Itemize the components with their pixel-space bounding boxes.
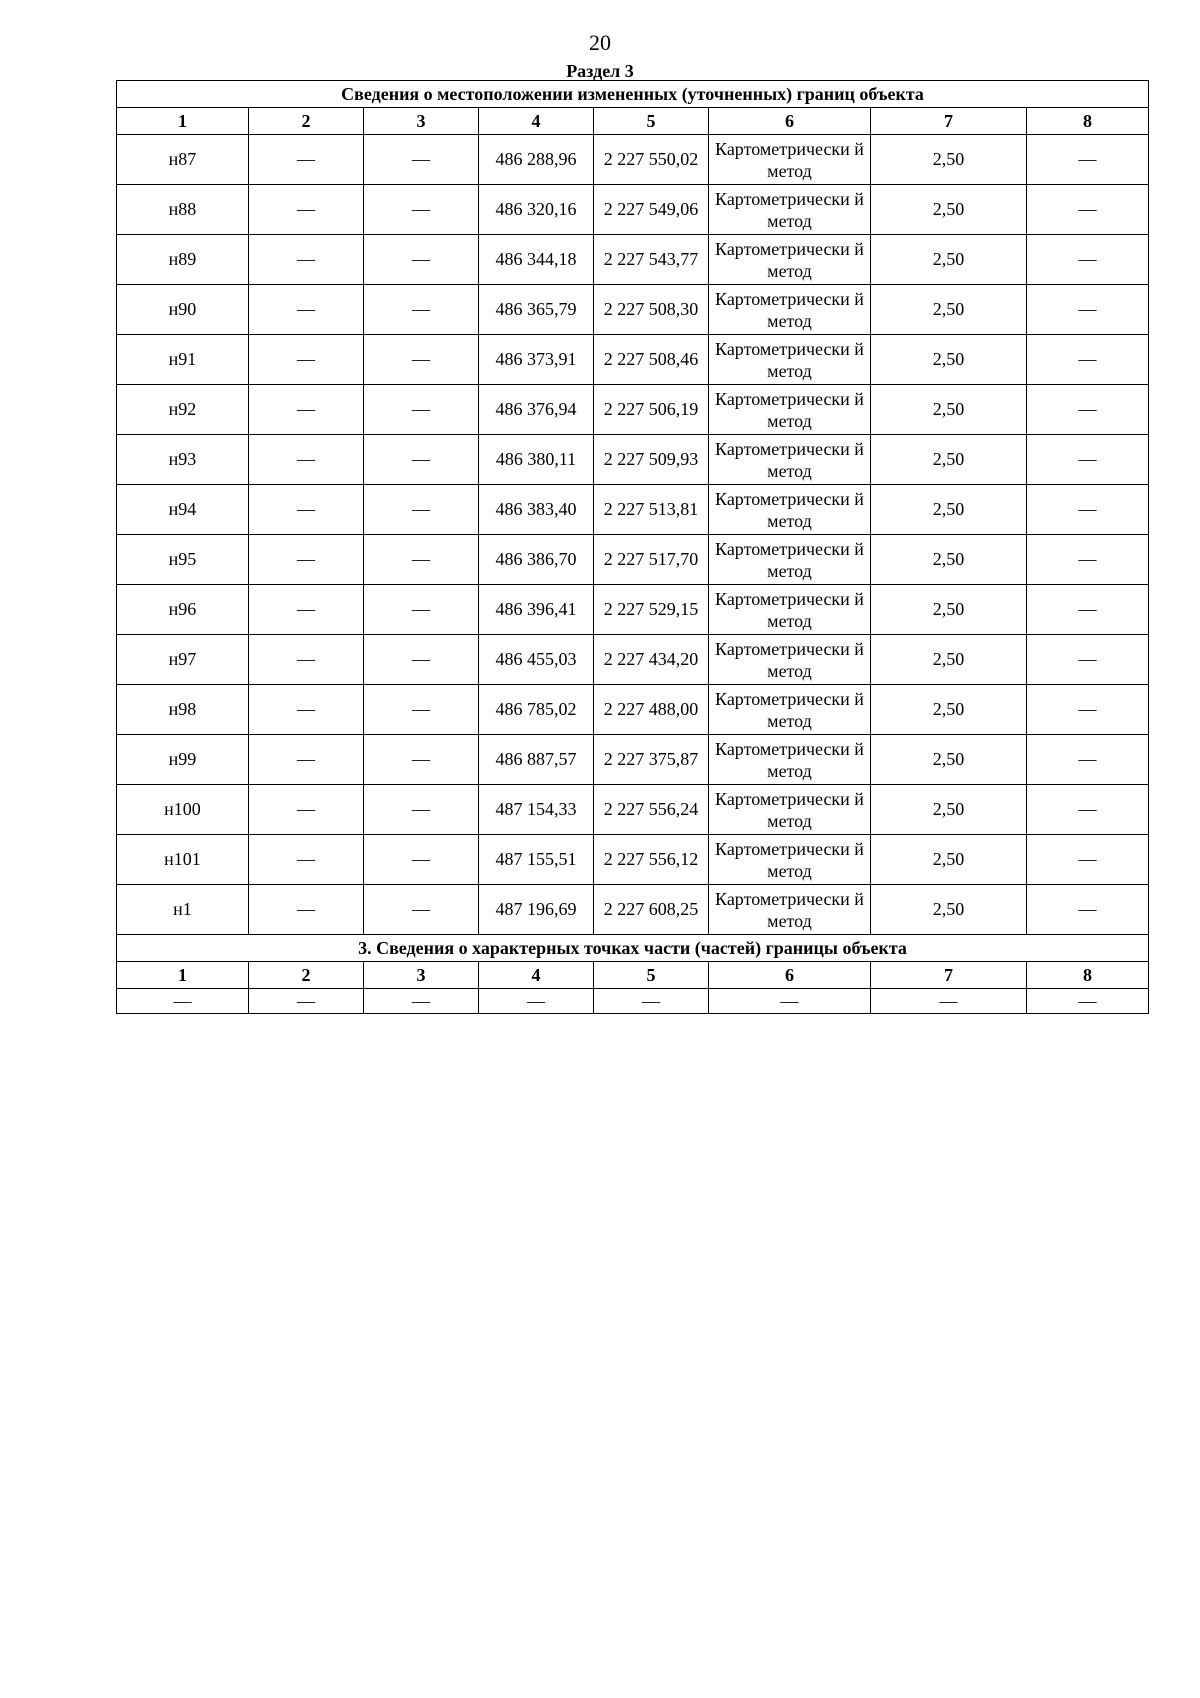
dash-cell: — [117, 989, 249, 1014]
dash-cell: — [364, 585, 479, 635]
dash-cell: — [364, 235, 479, 285]
method-cell: Картометрически й метод [709, 135, 871, 185]
dash-cell: — [1027, 385, 1149, 435]
dash-cell: — [364, 989, 479, 1014]
dash-cell: — [1027, 135, 1149, 185]
table-row [117, 485, 1149, 535]
accuracy-cell: 2,50 [871, 235, 1027, 285]
x-coordinate-cell: 486 373,91 [479, 335, 594, 385]
method-cell: Картометрически й метод [709, 435, 871, 485]
accuracy-cell: 2,50 [871, 485, 1027, 535]
x-coordinate-cell: 486 376,94 [479, 385, 594, 435]
dash-cell: — [249, 435, 364, 485]
x-coordinate-cell: 486 785,02 [479, 685, 594, 735]
table2-title-row [117, 935, 1149, 962]
dash-cell: — [364, 785, 479, 835]
column-header: 7 [871, 108, 1027, 135]
accuracy-cell: 2,50 [871, 735, 1027, 785]
dash-cell: — [1027, 535, 1149, 585]
page-number: 20 [589, 30, 611, 55]
column-header: 2 [249, 962, 364, 989]
y-coordinate-cell: 2 227 543,77 [594, 235, 709, 285]
table-row [117, 335, 1149, 385]
table-row [117, 535, 1149, 585]
accuracy-cell: 2,50 [871, 585, 1027, 635]
dash-cell: — [249, 785, 364, 835]
dash-cell: — [249, 285, 364, 335]
method-cell: Картометрически й метод [709, 885, 871, 935]
point-id-cell: н88 [117, 185, 249, 235]
point-id-cell: н95 [117, 535, 249, 585]
column-header: 6 [709, 962, 871, 989]
dash-cell: — [364, 135, 479, 185]
point-id-cell: н98 [117, 685, 249, 735]
table-row [117, 385, 1149, 435]
y-coordinate-cell: 2 227 556,12 [594, 835, 709, 885]
dash-cell: — [249, 235, 364, 285]
table1-header-row [117, 108, 1149, 135]
x-coordinate-cell: 486 288,96 [479, 135, 594, 185]
column-header: 3 [364, 962, 479, 989]
accuracy-cell: 2,50 [871, 285, 1027, 335]
dash-cell: — [364, 885, 479, 935]
dash-cell: — [249, 685, 364, 735]
y-coordinate-cell: 2 227 506,19 [594, 385, 709, 435]
x-coordinate-cell: 486 365,79 [479, 285, 594, 335]
dash-cell: — [249, 885, 364, 935]
method-cell: Картометрически й метод [709, 385, 871, 435]
column-header: 5 [594, 962, 709, 989]
dash-cell: — [249, 585, 364, 635]
dash-cell: — [1027, 735, 1149, 785]
column-header: 3 [364, 108, 479, 135]
dash-cell: — [1027, 335, 1149, 385]
x-coordinate-cell: 487 196,69 [479, 885, 594, 935]
method-cell: Картометрически й метод [709, 185, 871, 235]
dash-cell: — [479, 989, 594, 1014]
column-header: 1 [117, 108, 249, 135]
point-id-cell: н87 [117, 135, 249, 185]
table1-title: Сведения о местоположении измененных (уточненных) границ объекта [117, 81, 1149, 108]
table-row [117, 135, 1149, 185]
dash-cell: — [364, 435, 479, 485]
point-id-cell: н89 [117, 235, 249, 285]
y-coordinate-cell: 2 227 509,93 [594, 435, 709, 485]
point-id-cell: н101 [117, 835, 249, 885]
column-header: 8 [1027, 108, 1149, 135]
accuracy-cell: 2,50 [871, 535, 1027, 585]
y-coordinate-cell: 2 227 508,46 [594, 335, 709, 385]
accuracy-cell: 2,50 [871, 835, 1027, 885]
point-id-cell: н91 [117, 335, 249, 385]
table-row [117, 989, 1149, 1014]
point-id-cell: н94 [117, 485, 249, 535]
dash-cell: — [364, 335, 479, 385]
method-cell: Картометрически й метод [709, 785, 871, 835]
dash-cell: — [364, 385, 479, 435]
dash-cell: — [1027, 989, 1149, 1014]
method-cell: Картометрически й метод [709, 585, 871, 635]
table1-title-row [117, 81, 1149, 108]
method-cell: Картометрически й метод [709, 735, 871, 785]
method-cell: Картометрически й метод [709, 835, 871, 885]
method-cell: Картометрически й метод [709, 235, 871, 285]
point-id-cell: н96 [117, 585, 249, 635]
column-header: 4 [479, 108, 594, 135]
table-row [117, 785, 1149, 835]
dash-cell: — [871, 989, 1027, 1014]
accuracy-cell: 2,50 [871, 785, 1027, 835]
dash-cell: — [1027, 235, 1149, 285]
dash-cell: — [364, 535, 479, 585]
dash-cell: — [364, 835, 479, 885]
x-coordinate-cell: 486 383,40 [479, 485, 594, 535]
column-header: 7 [871, 962, 1027, 989]
table-row [117, 635, 1149, 685]
dash-cell: — [249, 535, 364, 585]
y-coordinate-cell: 2 227 549,06 [594, 185, 709, 235]
x-coordinate-cell: 486 320,16 [479, 185, 594, 235]
x-coordinate-cell: 486 386,70 [479, 535, 594, 585]
dash-cell: — [249, 485, 364, 535]
table-row [117, 235, 1149, 285]
accuracy-cell: 2,50 [871, 185, 1027, 235]
dash-cell: — [364, 635, 479, 685]
column-header: 6 [709, 108, 871, 135]
dash-cell: — [709, 989, 871, 1014]
point-id-cell: н97 [117, 635, 249, 685]
accuracy-cell: 2,50 [871, 435, 1027, 485]
x-coordinate-cell: 487 154,33 [479, 785, 594, 835]
dash-cell: — [249, 989, 364, 1014]
method-cell: Картометрически й метод [709, 335, 871, 385]
x-coordinate-cell: 486 380,11 [479, 435, 594, 485]
point-id-cell: н90 [117, 285, 249, 335]
point-id-cell: н93 [117, 435, 249, 485]
dash-cell: — [249, 335, 364, 385]
y-coordinate-cell: 2 227 513,81 [594, 485, 709, 535]
x-coordinate-cell: 486 455,03 [479, 635, 594, 685]
y-coordinate-cell: 2 227 375,87 [594, 735, 709, 785]
accuracy-cell: 2,50 [871, 635, 1027, 685]
y-coordinate-cell: 2 227 508,30 [594, 285, 709, 335]
dash-cell: — [249, 735, 364, 785]
section-title: Раздел 3 [566, 61, 634, 81]
x-coordinate-cell: 486 396,41 [479, 585, 594, 635]
dash-cell: — [1027, 585, 1149, 635]
y-coordinate-cell: 2 227 556,24 [594, 785, 709, 835]
dash-cell: — [1027, 435, 1149, 485]
x-coordinate-cell: 487 155,51 [479, 835, 594, 885]
column-header: 2 [249, 108, 364, 135]
point-id-cell: н1 [117, 885, 249, 935]
dash-cell: — [1027, 485, 1149, 535]
accuracy-cell: 2,50 [871, 335, 1027, 385]
x-coordinate-cell: 486 344,18 [479, 235, 594, 285]
column-header: 4 [479, 962, 594, 989]
method-cell: Картометрически й метод [709, 285, 871, 335]
dash-cell: — [1027, 685, 1149, 735]
y-coordinate-cell: 2 227 488,00 [594, 685, 709, 735]
accuracy-cell: 2,50 [871, 385, 1027, 435]
column-header: 5 [594, 108, 709, 135]
table-row [117, 435, 1149, 485]
table-row [117, 585, 1149, 635]
method-cell: Картометрически й метод [709, 485, 871, 535]
point-id-cell: н92 [117, 385, 249, 435]
dash-cell: — [249, 385, 364, 435]
accuracy-cell: 2,50 [871, 885, 1027, 935]
dash-cell: — [1027, 185, 1149, 235]
table-row [117, 685, 1149, 735]
y-coordinate-cell: 2 227 608,25 [594, 885, 709, 935]
dash-cell: — [1027, 285, 1149, 335]
boundary-table [116, 80, 1149, 1014]
table-row [117, 835, 1149, 885]
point-id-cell: н99 [117, 735, 249, 785]
method-cell: Картометрически й метод [709, 635, 871, 685]
x-coordinate-cell: 486 887,57 [479, 735, 594, 785]
accuracy-cell: 2,50 [871, 135, 1027, 185]
dash-cell: — [364, 285, 479, 335]
table2-title: 3. Сведения о характерных точках части (частей) границы объекта [117, 935, 1149, 962]
dash-cell: — [364, 485, 479, 535]
dash-cell: — [594, 989, 709, 1014]
y-coordinate-cell: 2 227 529,15 [594, 585, 709, 635]
accuracy-cell: 2,50 [871, 685, 1027, 735]
dash-cell: — [249, 135, 364, 185]
dash-cell: — [1027, 635, 1149, 685]
point-id-cell: н100 [117, 785, 249, 835]
dash-cell: — [249, 635, 364, 685]
y-coordinate-cell: 2 227 434,20 [594, 635, 709, 685]
dash-cell: — [364, 185, 479, 235]
method-cell: Картометрически й метод [709, 685, 871, 735]
table-body [117, 81, 1149, 1014]
dash-cell: — [249, 185, 364, 235]
table-row [117, 185, 1149, 235]
column-header: 8 [1027, 962, 1149, 989]
dash-cell: — [364, 735, 479, 785]
method-cell: Картометрически й метод [709, 535, 871, 585]
dash-cell: — [1027, 785, 1149, 835]
table-row [117, 285, 1149, 335]
dash-cell: — [1027, 835, 1149, 885]
y-coordinate-cell: 2 227 517,70 [594, 535, 709, 585]
table-row [117, 735, 1149, 785]
dash-cell: — [249, 835, 364, 885]
dash-cell: — [1027, 885, 1149, 935]
dash-cell: — [364, 685, 479, 735]
table2-header-row [117, 962, 1149, 989]
table-row [117, 885, 1149, 935]
column-header: 1 [117, 962, 249, 989]
y-coordinate-cell: 2 227 550,02 [594, 135, 709, 185]
